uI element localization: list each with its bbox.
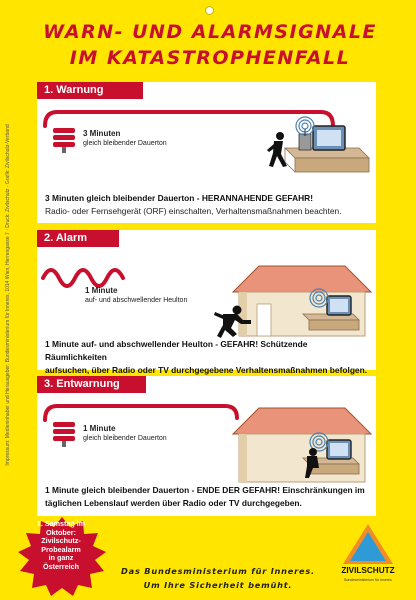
section-header-entwarnung: 3. Entwarnung — [37, 376, 146, 393]
desc-warnung: 3 Minuten gleich bleibender Dauerton - HERANNAHENDE GEFAHR! Radio- oder Fernsehgerät (ORF) einschalten, Verhaltensmaßnahmen beachten. — [45, 193, 342, 216]
section-header-warnung: 1. Warnung — [37, 82, 143, 99]
section-header-alarm: 2. Alarm — [37, 230, 119, 247]
steady-tone-wave-icon — [45, 112, 333, 126]
title-line-2: IM KATASTROPHENFALL — [69, 47, 351, 69]
section-warnung — [37, 82, 376, 223]
desc-alarm: 1 Minute auf- und abschwellender Heulton - GEFAHR! Schützende Räumlichkeiten aufsuchen, über Radio oder TV durchgegebene Verhaltensmaßnahmen befolgen. — [45, 339, 368, 375]
title-line-1: WARN- UND ALARMSIGNALE — [43, 21, 377, 43]
section-entwarnung — [37, 376, 376, 516]
logo-subtitle: Bundesministerium für Inneres — [344, 578, 392, 582]
tv-cabinet-icon — [285, 126, 369, 172]
steady-tone-wave-icon — [45, 406, 237, 420]
siren-label-warnung: 3 Minuten gleich bleibender Dauerton — [83, 129, 167, 147]
desc-entwarnung: 1 Minute gleich bleibender Dauerton - ENDE DER GEFAHR! Einschränkungen im täglichen Lebenslauf werden über Radio oder TV durchgegeben. — [45, 485, 365, 508]
ministry-line-1: Das Bundesministerium für Inneres. — [121, 566, 315, 576]
siren-icon — [53, 128, 75, 153]
imprint-text: Impressum: Medieninhaber und Herausgeber: Bundesministerium für Inneres, 1014 Wien, Herrengasse 7 · Druck: Zivilschutz · Grafik: Zivilschutz-Verband — [5, 124, 11, 466]
probealarm-text: 1. Samstag im Oktober: Zivilschutz- Probealarm in ganz Österreich — [36, 519, 86, 571]
siren-label-alarm: 1 Minute auf- und abschwellender Heulton — [85, 286, 188, 304]
siren-icon — [53, 422, 75, 447]
section-alarm — [37, 230, 376, 375]
ministry-line-2: Um Ihre Sicherheit bemüht. — [143, 580, 293, 590]
rising-falling-tone-wave-icon — [43, 270, 123, 286]
siren-label-entwarnung: 1 Minute gleich bleibender Dauerton — [83, 424, 167, 442]
logo-wordmark: ZIVILSCHUTZ — [341, 566, 395, 575]
hanging-hole — [205, 6, 214, 15]
person-walking-icon — [267, 132, 287, 167]
